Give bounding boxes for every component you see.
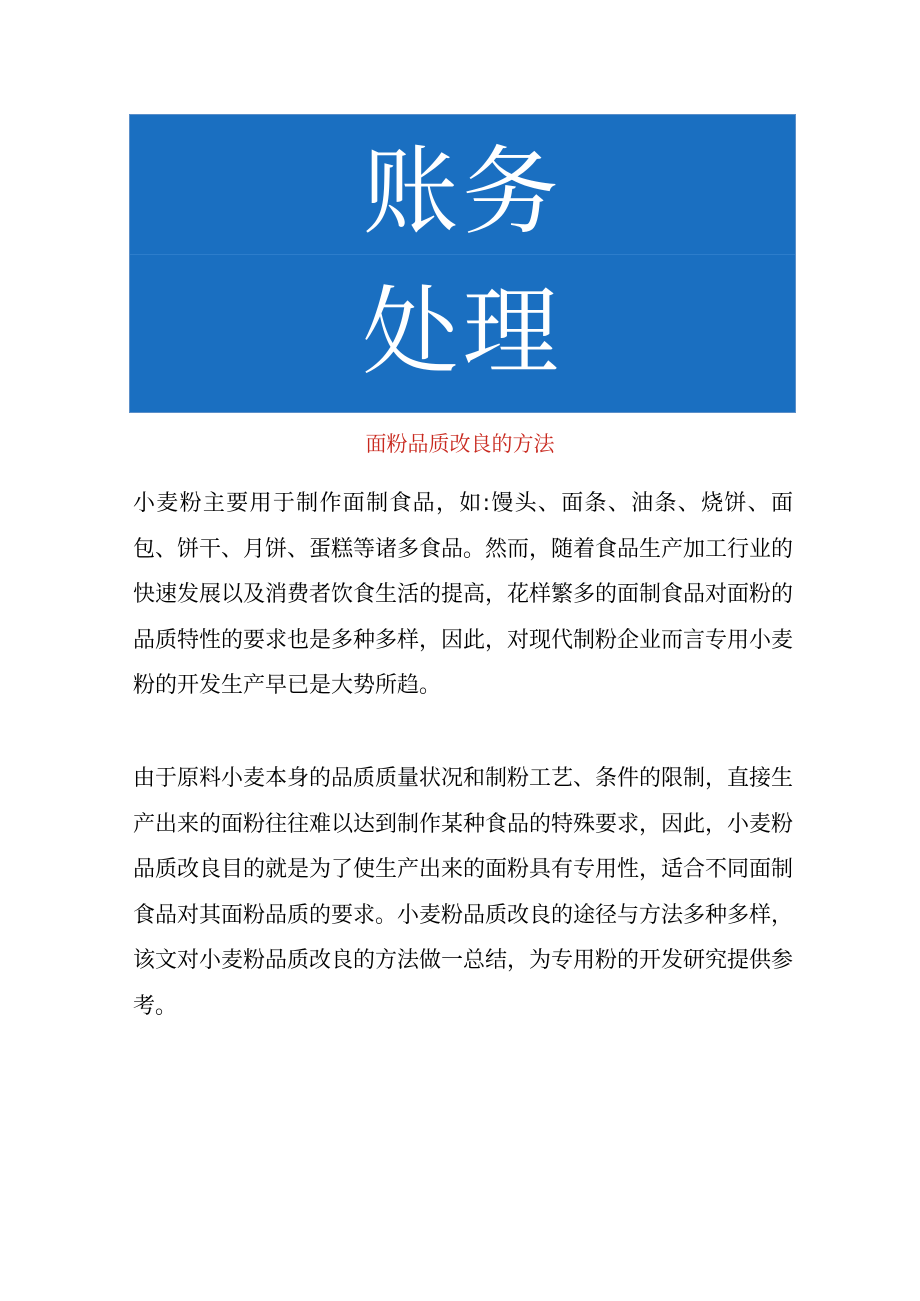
document-title: 面粉品质改良的方法: [365, 432, 555, 456]
title-banner: [129, 114, 796, 413]
paragraph-1: 小麦粉主要用于制作面制食品，如:馒头、面条、油条、烧饼、面包、饼干、月饼、蛋糕等诸多食品。然而，随着食品生产加工行业的快速发展以及消费者饮食生活的提高，花样繁多的面制食品对面粉的品质特性的要求也是多种多样，因此，对现代制粉企业而言专用小麦粉的开发生产早已是大势所趋。: [133, 491, 794, 698]
paragraph-2: 由于原料小麦本身的品质质量状况和制粉工艺、条件的限制，直接生产出来的面粉往往难以达到制作某种食品的特殊要求，因此，小麦粉品质改良目的就是为了使生产出来的面粉具有专用性，适合不同面制食品对其面粉品质的要求。小麦粉品质改良的途径与方法多种多样，该文对小麦粉品质改良的方法做一总结，为专用粉的开发研究提供参考。: [133, 766, 794, 1019]
banner-line-2: 处理: [362, 276, 563, 388]
banner-line-1: 账务: [362, 136, 563, 248]
banner-divider: [130, 254, 795, 255]
